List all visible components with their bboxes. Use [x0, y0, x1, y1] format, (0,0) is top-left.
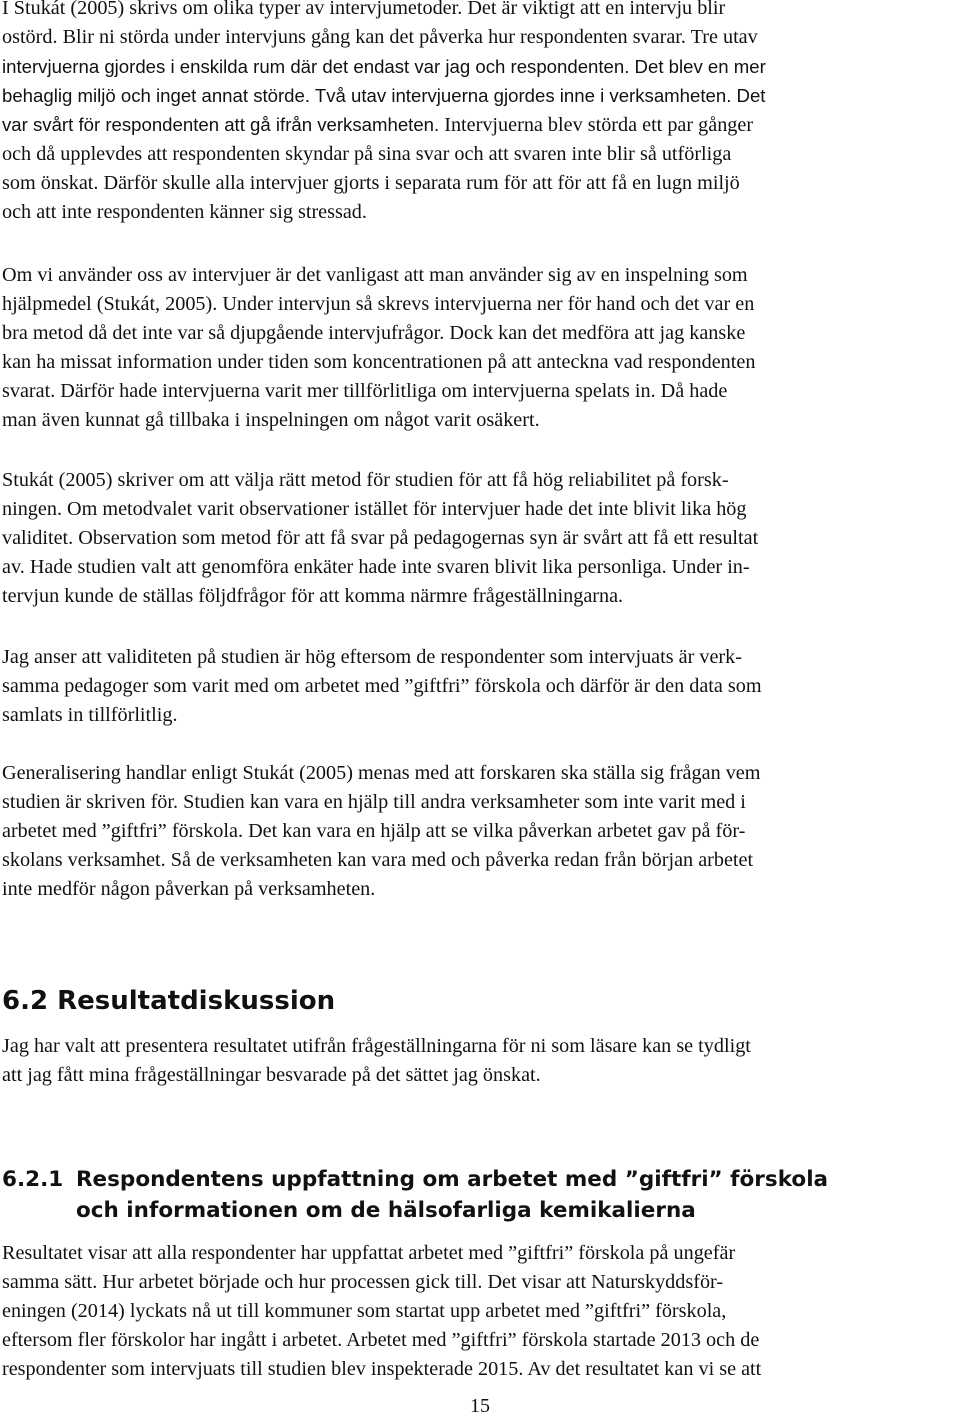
text-line: arbetet med ”giftfri” förskola. Det kan vara en hjälp att se vilka påverkan arbetet gav på för- — [2, 820, 746, 842]
section-heading-6-2-1 — [2, 1164, 828, 1226]
text-line — [2, 110, 766, 140]
text-fragment: var svårt för respondenten att gå ifrån verksamheten. — [2, 114, 440, 135]
text-line: eftersom fler förskolor har ingått i arbetet. Arbetet med ”giftfri” förskola startade 2013 och de — [2, 1329, 760, 1351]
text-line: Generalisering handlar enligt Stukát (2005) menas med att forskaren ska ställa sig frågan vem — [2, 762, 761, 784]
text-line: av. Hade studien valt att genomföra enkäter hade inte svaren blivit lika personliga. Under in- — [2, 556, 750, 578]
text-line: och då upplevdes att respondenten skyndar på sina svar och att svaren inte blir så utförliga — [2, 143, 732, 165]
text-line: ostörd. Blir ni störda under intervjuns gång kan det påverka hur respondenten svarar. Tre utav — [2, 26, 758, 48]
paragraph-respondent-perception — [2, 1239, 761, 1384]
text-line: Resultatet visar att alla respondenter har uppfattat arbetet med ”giftfri” förskola på ungefär — [2, 1242, 736, 1264]
text-line: tervjun kunde de ställas följdfrågor för att komma närmre frågeställningarna. — [2, 585, 624, 607]
text-line: intervjuerna gjordes i enskilda rum där det endast var jag och respondenten. Det blev en mer — [2, 56, 766, 77]
text-line: bra metod då det inte var så djupgående intervjufrågor. Dock kan det medföra att jag kanske — [2, 322, 746, 344]
text-line: studien är skriven för. Studien kan vara en hjälp till andra verksamheter som inte varit med i — [2, 791, 746, 813]
text-line: inte medför någon påverkan på verksamheten. — [2, 878, 376, 900]
text-line: skolans verksamhet. Så de verksamheten kan vara med och påverka redan från början arbetet — [2, 849, 754, 871]
text-line: att jag fått mina frågeställningar besvarade på det sättet jag önskat. — [2, 1064, 541, 1086]
text-line: samlats in tillförlitlig. — [2, 704, 178, 726]
heading-number: 6.2.1 — [2, 1167, 64, 1192]
text-line: Om vi använder oss av intervjuer är det vanligast att man använder sig av en inspelning som — [2, 264, 748, 286]
text-line: samma sätt. Hur arbetet började och hur processen gick till. Det visar att Naturskyddsför- — [2, 1271, 724, 1293]
text-fragment: Intervjuerna blev störda ett par gånger — [444, 114, 754, 136]
text-line: som önskat. Därför skulle alla intervjuer gjorts i separata rum för att för att få en lugn miljö — [2, 172, 740, 194]
text-line: validitet. Observation som metod för att få svar på pedagogernas syn är svårt att få ett resultat — [2, 527, 759, 549]
text-line: och att inte respondenten känner sig stressad. — [2, 201, 367, 223]
text-line: Stukát (2005) skriver om att välja rätt metod för studien för att få hög reliabilitet på forsk- — [2, 469, 729, 491]
text-line: man även kunnat gå tillbaka i inspelningen om något varit osäkert. — [2, 409, 540, 431]
text-line: kan ha missat information under tiden som koncentrationen på att anteckna vad respondenten — [2, 351, 756, 373]
text-line: eningen (2014) lyckats nå ut till kommuner som startat upp arbetet med ”giftfri” förskola, — [2, 1300, 727, 1322]
heading-title-line-1: Respondentens uppfattning om arbetet med ”giftfri” förskola — [76, 1167, 829, 1192]
text-line: svarat. Därför hade intervjuerna varit mer tillförlitliga om intervjuerna spelats in. Då hade — [2, 380, 728, 402]
text-line: ningen. Om metodvalet varit observationer istället för intervjuer hade det inte blivit lika hög — [2, 498, 747, 520]
text-line: I Stukát (2005) skrivs om olika typer av intervjumetoder. Det är viktigt att en intervju blir — [2, 0, 726, 19]
section-heading-6-2: 6.2 Resultatdiskussion — [2, 986, 336, 1016]
text-line: behaglig miljö och inget annat störde. Två utav intervjuerna gjordes inne i verksamheten. Det — [2, 85, 766, 106]
page-number: 15 — [470, 1395, 490, 1417]
text-line: samma pedagoger som varit med om arbetet med ”giftfri” förskola och därför är den data som — [2, 675, 762, 697]
text-line: Jag anser att validiteten på studien är hög eftersom de respondenter som intervjuats är verk- — [2, 646, 742, 668]
text-line: respondenter som intervjuats till studien blev inspekterade 2015. Av det resultatet kan vi se att — [2, 1358, 762, 1380]
heading-line — [2, 1164, 828, 1195]
paragraph-validity — [2, 643, 762, 730]
heading-title-line-2: och informationen om de hälsofarliga kemikalierna — [76, 1198, 696, 1223]
paragraph-generalisation — [2, 759, 760, 904]
text-line: Jag har valt att presentera resultatet utifrån frågeställningarna för ni som läsare kan se tydligt — [2, 1035, 751, 1057]
paragraph-interview-setting — [2, 0, 766, 227]
paragraph-recording — [2, 261, 755, 435]
paragraph-reliability — [2, 466, 758, 611]
paragraph-result-discussion — [2, 1032, 751, 1090]
text-line: hjälpmedel (Stukát, 2005). Under intervjun så skrevs intervjuerna ner för hand och det var en — [2, 293, 755, 315]
